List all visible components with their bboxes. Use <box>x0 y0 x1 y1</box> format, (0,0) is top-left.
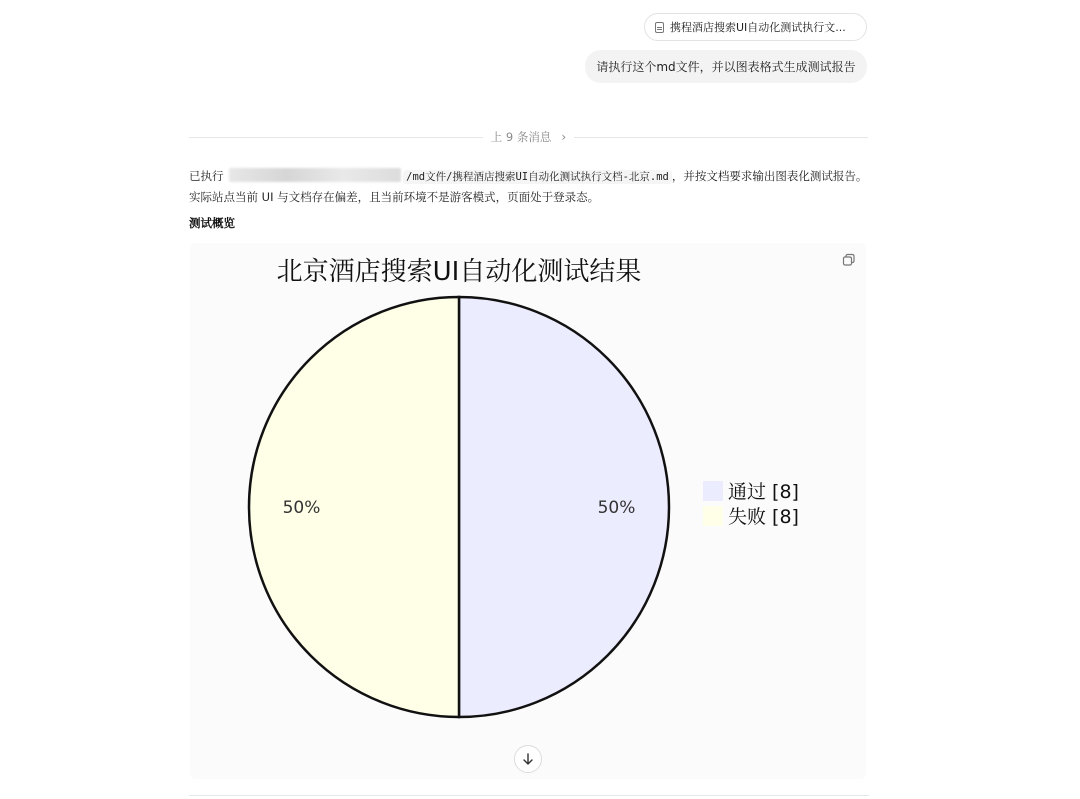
arrow-down-icon <box>521 752 535 766</box>
user-message-text: 请执行这个md文件，并以图表格式生成测试报告 <box>596 60 856 74</box>
next-block-edge <box>189 795 869 799</box>
divider-line-left <box>189 137 483 138</box>
chart-title: 北京酒店搜索UI自动化测试结果 <box>276 257 642 287</box>
legend-swatch-通过 <box>703 481 723 501</box>
pie-slice-label-失败: 50% <box>282 498 321 518</box>
history-divider <box>189 128 868 146</box>
attached-file-chip[interactable] <box>644 13 867 41</box>
legend-swatch-失败 <box>703 506 723 526</box>
scroll-down-button[interactable] <box>514 745 542 773</box>
assistant-paragraph <box>189 166 869 207</box>
legend-label-失败: 失败 [8] <box>728 506 799 528</box>
pie-slice-label-通过: 50% <box>597 498 636 518</box>
copy-icon[interactable] <box>842 253 856 267</box>
chart-card <box>190 243 866 779</box>
file-path-code: /md文件/携程酒店搜索UI自动化测试执行文档-北京.md <box>403 170 672 184</box>
document-icon <box>655 22 664 33</box>
pie-slice-失败 <box>249 297 459 717</box>
divider-line-right <box>574 137 868 138</box>
section-heading: 测试概览 <box>189 216 235 230</box>
legend-label-通过: 通过 [8] <box>728 481 799 503</box>
pie-chart <box>190 243 866 779</box>
pie-slice-通过 <box>459 297 669 717</box>
chevron-right-icon: › <box>561 130 567 144</box>
redacted-path <box>229 168 401 182</box>
user-message-bubble <box>585 50 867 83</box>
previous-messages-label: 上 9 条消息 <box>490 130 552 144</box>
para-prefix: 已执行 <box>189 169 224 183</box>
attached-file-name: 携程酒店搜索UI自动化测试执行文... <box>670 21 846 34</box>
previous-messages-toggle[interactable] <box>491 129 566 145</box>
para-rest: ，并按文档要求输出图表化测试报告。实际站点当前 UI 与文档存在偏差，且当前环境不是游客模式，页面处于登录态。 <box>189 169 868 204</box>
